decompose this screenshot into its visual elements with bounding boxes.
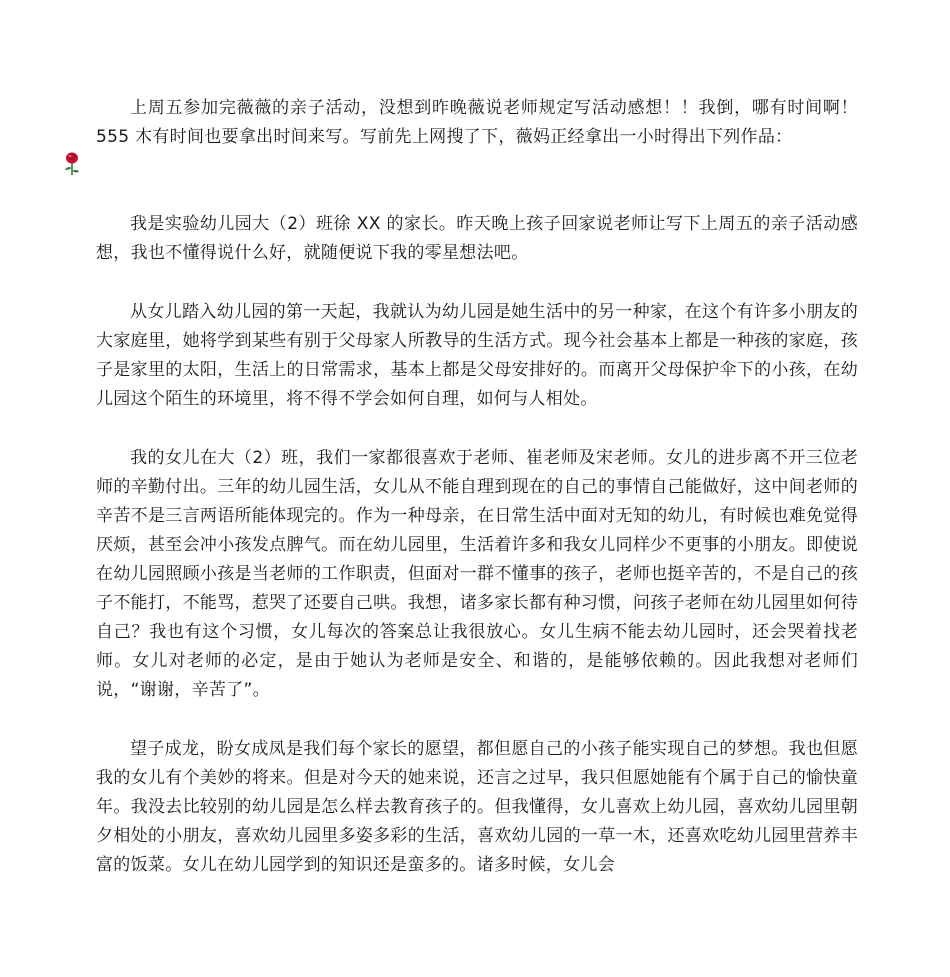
- paragraph-2: 从女儿踏入幼儿园的第一天起，我就认为幼儿园是她生活中的另一种家，在这个有许多小朋友的大家庭里，她将学到某些有别于父母家人所教导的生活方式。现今社会基本上都是一种孩的家庭，孩子是家里的太阳，生活上的日常需求，基本上都是父母安排好的。而离开父母保护伞下的小孩，在幼儿园这个陌生的环境里，将不得不学会如何自理，如何与人相处。: [96, 302, 858, 409]
- document-body: [96, 94, 858, 880]
- paragraph-intro-text: 上周五参加完薇薇的亲子活动，没想到昨晚薇说老师规定写活动感想！！我倒，哪有时间啊！555 木有时间也要拿出时间来写。写前先上网搜了下，薇妈正经拿出一小时得出下列作品：: [96, 98, 858, 147]
- paragraph-3: 我的女儿在大（2）班，我们一家都很喜欢于老师、崔老师及宋老师。女儿的进步离不开三位老师的辛勤付出。三年的幼儿园生活，女儿从不能自理到现在的自己的事情自己能做好，这中间老师的辛苦不是三言两语所能体现完的。作为一种母亲，在日常生活中面对无知的幼儿，有时候也难免觉得厌烦，甚至会冲小孩发点脾气。而在幼儿园里，生活着许多和我女儿同样少不更事的小朋友。即使说在幼儿园照顾小孩是当老师的工作职责，但面对一群不懂事的孩子，老师也挺辛苦的，不是自己的孩子不能打，不能骂，惹哭了还要自己哄。我想，诸多家长都有种习惯，问孩子老师在幼儿园里如何待自己？我也有这个习惯，女儿每次的答案总让我很放心。女儿生病不能去幼儿园时，还会哭着找老师。女儿对老师的必定，是由于她认为老师是安全、和谐的，是能够依赖的。因此我想对老师们说，“谢谢，辛苦了”。: [96, 448, 858, 700]
- paragraph-1: 我是实验幼儿园大（2）班徐 XX 的家长。昨天晚上孩子回家说老师让写下上周五的亲子活动感想，我也不懂得说什么好，就随便说下我的零星想法吧。: [96, 214, 858, 263]
- paragraph-4: 望子成龙，盼女成凤是我们每个家长的愿望，都但愿自己的小孩子能实现自己的梦想。我也但愿我的女儿有个美妙的将来。但是对今天的她来说，还言之过早，我只但愿她能有个属于自己的愉快童年。我没去比较别的幼儿园是怎么样去教育孩子的。但我懂得，女儿喜欢上幼儿园，喜欢幼儿园里朝夕相处的小朋友，喜欢幼儿园里多姿多彩的生活，喜欢幼儿园的一草一木，还喜欢吃幼儿园里营养丰富的饭菜。女儿在幼儿园学到的知识还是蛮多的。诸多时候，女儿会: [96, 739, 858, 875]
- paragraph-intro: [96, 94, 858, 180]
- rose-line: [62, 152, 858, 180]
- rose-icon: [62, 152, 82, 176]
